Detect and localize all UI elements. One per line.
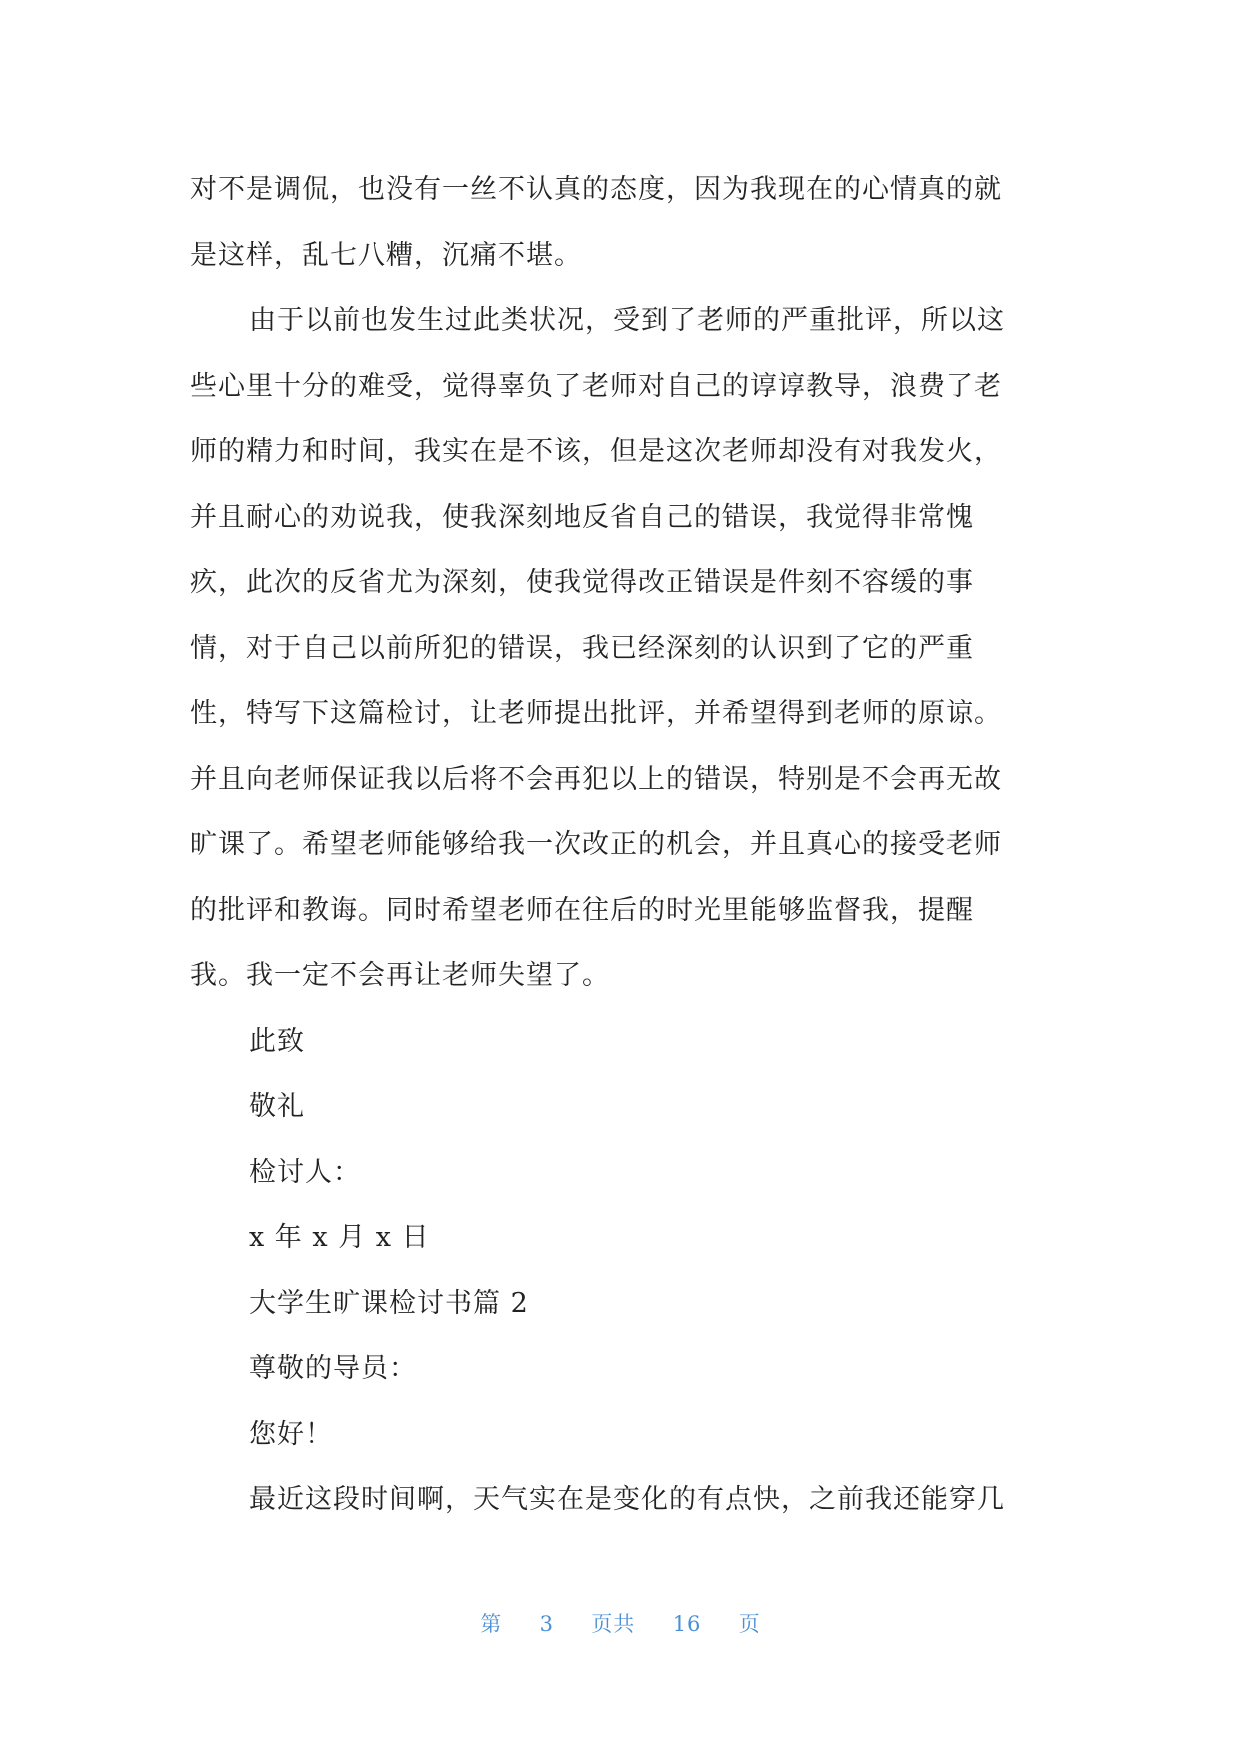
text-line: 师的精力和时间，我实在是不该，但是这次老师却没有对我发火， xyxy=(190,436,1002,467)
text-line: 并且向老师保证我以后将不会再犯以上的错误，特别是不会再无故 xyxy=(190,763,1002,795)
closing-regards: 敬礼 xyxy=(249,1091,305,1122)
text-line: 疚，此次的反省尤为深刻，使我觉得改正错误是件刻不容缓的事 xyxy=(190,567,974,598)
text-line: 的批评和教诲。同时希望老师在往后的时光里能够监督我，提醒 xyxy=(190,894,974,926)
text-line: 并且耐心的劝说我，使我深刻地反省自己的错误，我觉得非常愧 xyxy=(190,501,974,533)
date-line: x 年 x 月 x 日 xyxy=(249,1222,430,1253)
text-line: 情，对于自己以前所犯的错误，我已经深刻的认识到了它的严重 xyxy=(190,632,974,664)
text-line: 性，特写下这篇检讨，让老师提出批评，并希望得到老师的原谅。 xyxy=(190,698,1002,729)
footer-middle: 页共 xyxy=(591,1612,636,1636)
text-line: 最近这段时间啊，天气实在是变化的有点快，之前我还能穿几 xyxy=(249,1484,1005,1515)
signature-label: 检讨人： xyxy=(249,1156,361,1188)
greeting: 您好！ xyxy=(249,1418,333,1450)
page-footer xyxy=(0,1608,1241,1638)
total-pages-number: 16 xyxy=(672,1612,702,1636)
text-line: 对不是调侃，也没有一丝不认真的态度，因为我现在的心情真的就 xyxy=(190,174,1002,205)
section-title: 大学生旷课检讨书篇 2 xyxy=(249,1287,529,1319)
document-body xyxy=(190,157,1050,1533)
closing-salutation: 此致 xyxy=(249,1025,305,1057)
greeting-recipient: 尊敬的导员： xyxy=(249,1353,417,1384)
footer-prefix: 第 xyxy=(480,1612,503,1636)
text-line: 是这样，乱七八糟，沉痛不堪。 xyxy=(190,239,582,271)
footer-suffix: 页 xyxy=(738,1612,761,1636)
text-line: 由于以前也发生过此类状况，受到了老师的严重批评，所以这 xyxy=(249,305,1005,336)
text-line: 些心里十分的难受，觉得辜负了老师对自己的谆谆教导，浪费了老 xyxy=(190,370,1002,402)
text-line: 旷课了。希望老师能够给我一次改正的机会，并且真心的接受老师 xyxy=(190,829,1002,860)
text-line: 我。我一定不会再让老师失望了。 xyxy=(190,960,610,991)
current-page-number: 3 xyxy=(539,1612,554,1636)
